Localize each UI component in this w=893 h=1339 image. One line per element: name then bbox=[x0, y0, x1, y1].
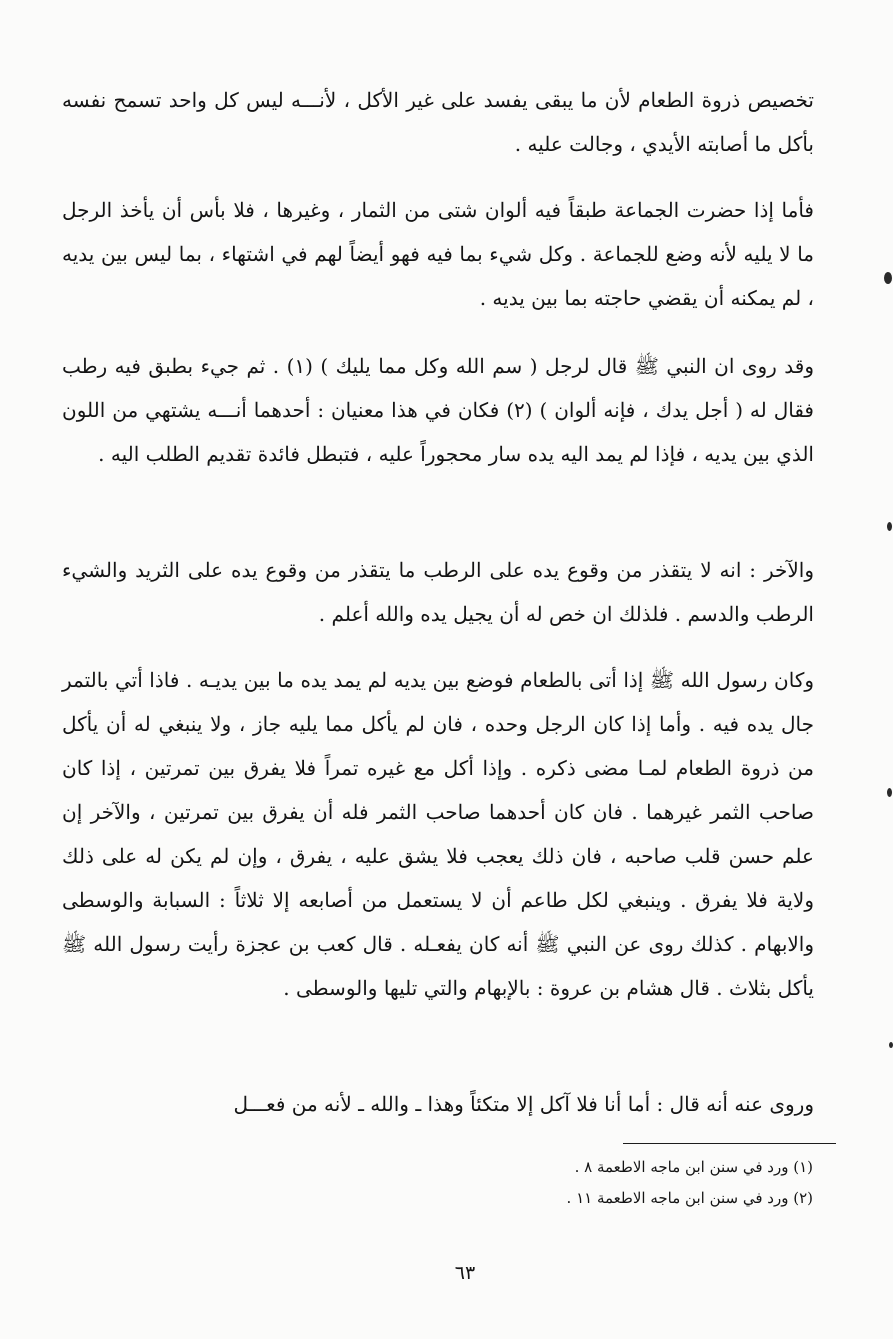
paragraph-6: وروى عنه أنه قال : أما أنا فلا آكل إلا متكئاً وهذا ـ والله ـ لأنه من فعـــل bbox=[233, 1092, 814, 1116]
paragraph-1: تخصيص ذروة الطعام لأن ما يبقى يفسد على غير الأكل ، لأنـــه ليس كل واحد تسمح نفسه بأكل ما أصابته الأيدي ، وجالت عليه . bbox=[62, 88, 814, 156]
footnote-1: (١) ورد في سنن ابن ماجه الاطعمة ٨ . bbox=[574, 1158, 813, 1176]
paragraph-4: والآخر : انه لا يتقذر من وقوع يده على الرطب ما يتقذر من وقوع يده على الثريد والشيء الرطب والدسم . فلذلك ان خص له أن يجيل يده والله أعلم . bbox=[62, 558, 814, 626]
footnote-separator bbox=[623, 1143, 836, 1144]
footnote-2: (٢) ورد في سنن ابن ماجه الاطعمة ١١ . bbox=[566, 1189, 813, 1207]
paragraph-2: فأما إذا حضرت الجماعة طبقاً فيه ألوان شتى من الثمار ، وغيرها ، فلا بأس أن يأخذ الرجل ما لا يليه لأنه وضع للجماعة . وكل شيء بما فيه فهو أيضاً لهم في اشتهاء ، بما ليس بين يديه ، لم يمكنه أن يقضي حاجته بما بين يديه . bbox=[62, 198, 814, 310]
scan-speck bbox=[884, 272, 892, 284]
page-number: ٦٣ bbox=[454, 1262, 476, 1284]
paragraph-5: وكان رسول الله ﷺ إذا أتى بالطعام فوضع بين يديه لم يمد يده ما بين يديـه . فاذا أتي بالتمر جال يده فيه . وأما إذا كان الرجل وحده ، فان لم يأكل مما يليه جاز ، ولا ينبغي له أن يأكل من ذروة الطعام لمـا مضى ذكره . وإذا أكل مع غيره تمراً فلا يفرق بين تمرتين ، إذا كان صاحب الثمر غيرهما . فان كان أحدهما صاحب الثمر فله أن يفرق بين تمرتين ، والآخر إن علم حسن قلب صاحبه ، فان ذلك يعجب فلا يشق عليه ، يفرق ، وإن لم يكن له على ذلك ولاية فلا يفرق . وينبغي لكل طاعم أن لا يستعمل من أصابعه إلا ثلاثاً : السبابة والوسطى والابهام . كذلك روى عن النبي ﷺ أنه كان يفعـله . قال كعب بن عجزة رأيت رسول الله ﷺ يأكل بثلاث . قال هشام بن عروة : بالإبهام والتي تليها والوسطى . bbox=[62, 668, 814, 1000]
paragraph-3: وقد روى ان النبي ﷺ قال لرجل ( سم الله وكل مما يليك ) (١) . ثم جيء بطبق فيه رطب فقال له ( أجل يدك ، فإنه ألوان ) (٢) فكان في هذا معنيان : أحدهما أنـــه يشتهي من اللون الذي بين يديه ، فإذا لم يمد اليه يده سار محجوراً عليه ، فتبطل فائدة تقديم الطلب اليه . bbox=[62, 354, 815, 466]
scan-speck bbox=[889, 1042, 893, 1048]
scan-speck bbox=[887, 522, 892, 531]
scan-speck bbox=[887, 788, 892, 797]
